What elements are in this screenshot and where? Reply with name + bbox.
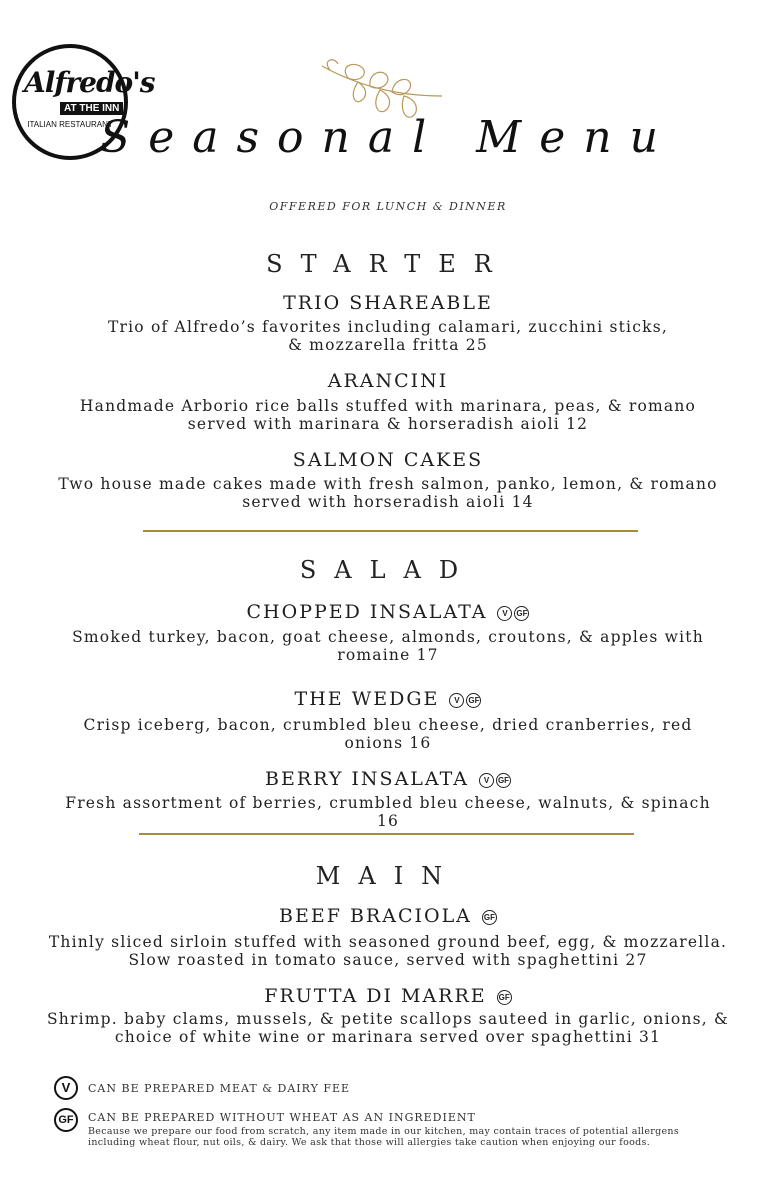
divider-rule xyxy=(143,530,638,532)
gluten-free-icon: GF xyxy=(514,606,529,621)
item-frutta-di-marre-name: FRUTTA DI MARRE xyxy=(264,985,487,1007)
menu-title: Seasonal Menu xyxy=(100,112,676,163)
section-main-heading: MAIN xyxy=(315,862,461,890)
item-salmon-cakes-desc xyxy=(20,475,756,511)
gluten-free-icon: GF xyxy=(497,990,512,1005)
vegetarian-legend-text: CAN BE PREPARED MEAT & DAIRY FEE xyxy=(88,1082,351,1095)
gluten-free-legend-icon: GF xyxy=(54,1108,78,1132)
item-chopped-insalata-desc xyxy=(20,628,756,664)
desc-line: Thinly sliced sirloin stuffed with seasoned ground beef, egg, & mozzarella. xyxy=(48,933,728,951)
allergen-disclaimer: Because we prepare our food from scratch, any item made in our kitchen, may contain traces of potential allergens including wheat flour, nut oils, & dairy. We ask that those will allergies take caution when enjoying our foods. xyxy=(88,1126,680,1148)
logo-script: Alfredo's xyxy=(24,66,155,99)
desc-line: & mozzarella fritta 25 xyxy=(288,336,488,354)
item-chopped-insalata xyxy=(0,601,776,623)
item-trio-shareable-desc xyxy=(20,318,756,354)
gluten-free-legend-text: CAN BE PREPARED WITHOUT WHEAT AS AN INGREDIENT xyxy=(88,1111,476,1124)
item-arancini-name: ARANCINI xyxy=(327,370,449,392)
item-berry-insalata xyxy=(0,768,776,790)
desc-line: served with marinara & horseradish aioli 12 xyxy=(187,415,589,433)
item-beef-braciola-desc xyxy=(20,933,756,969)
desc-line: Trio of Alfredo’s favorites including calamari, zucchini sticks, xyxy=(108,318,668,336)
item-frutta-di-marre xyxy=(0,985,776,1007)
item-the-wedge-name: THE WEDGE xyxy=(294,688,440,710)
desc-line: 16 xyxy=(376,812,400,830)
item-beef-braciola xyxy=(0,905,776,927)
vegetarian-icon: V xyxy=(497,606,512,621)
item-arancini-desc xyxy=(20,397,756,433)
desc-line: onions 16 xyxy=(344,734,432,752)
gluten-free-icon: GF xyxy=(482,910,497,925)
gluten-free-icon: GF xyxy=(466,693,481,708)
item-salmon-cakes-name: SALMON CAKES xyxy=(292,449,484,471)
item-beef-braciola-name: BEEF BRACIOLA xyxy=(279,905,472,927)
desc-line: Two house made cakes made with fresh salmon, panko, lemon, & romano xyxy=(58,475,718,493)
gluten-free-icon: GF xyxy=(496,773,511,788)
divider-rule xyxy=(139,833,634,835)
desc-line: choice of white wine or marinara served over spaghettini 31 xyxy=(114,1028,662,1046)
item-chopped-insalata-name: CHOPPED INSALATA xyxy=(246,601,488,623)
section-salad-heading: SALAD xyxy=(299,556,477,584)
item-berry-insalata-name: BERRY INSALATA xyxy=(264,768,469,790)
logo-subtitle: ITALIAN RESTAURANT xyxy=(27,120,113,129)
desc-line: Smoked turkey, bacon, goat cheese, almonds, croutons, & apples with xyxy=(72,628,704,646)
desc-line: served with horseradish aioli 14 xyxy=(242,493,534,511)
item-trio-shareable-name: TRIO SHAREABLE xyxy=(283,292,493,314)
item-berry-insalata-desc xyxy=(20,794,756,830)
item-frutta-di-marre-desc xyxy=(20,1010,756,1046)
logo-inn: AT THE INN xyxy=(60,102,123,115)
desc-line: Handmade Arborio rice balls stuffed with marinara, peas, & romano xyxy=(79,397,697,415)
offered-note: OFFERED FOR LUNCH & DINNER xyxy=(269,200,507,213)
section-starter-heading: STARTER xyxy=(266,250,510,278)
item-the-wedge xyxy=(0,688,776,710)
desc-line: romaine 17 xyxy=(337,646,439,664)
desc-line: Crisp iceberg, bacon, crumbled bleu cheese, dried cranberries, red xyxy=(83,716,693,734)
desc-line: Slow roasted in tomato sauce, served with spaghettini 27 xyxy=(128,951,648,969)
desc-line: Shrimp. baby clams, mussels, & petite scallops sauteed in garlic, onions, & xyxy=(46,1010,730,1028)
vegetarian-icon: V xyxy=(449,693,464,708)
vegetarian-legend-icon: V xyxy=(54,1076,78,1100)
desc-line: Fresh assortment of berries, crumbled bleu cheese, walnuts, & spinach xyxy=(65,794,711,812)
item-the-wedge-desc xyxy=(20,716,756,752)
vegetarian-icon: V xyxy=(479,773,494,788)
